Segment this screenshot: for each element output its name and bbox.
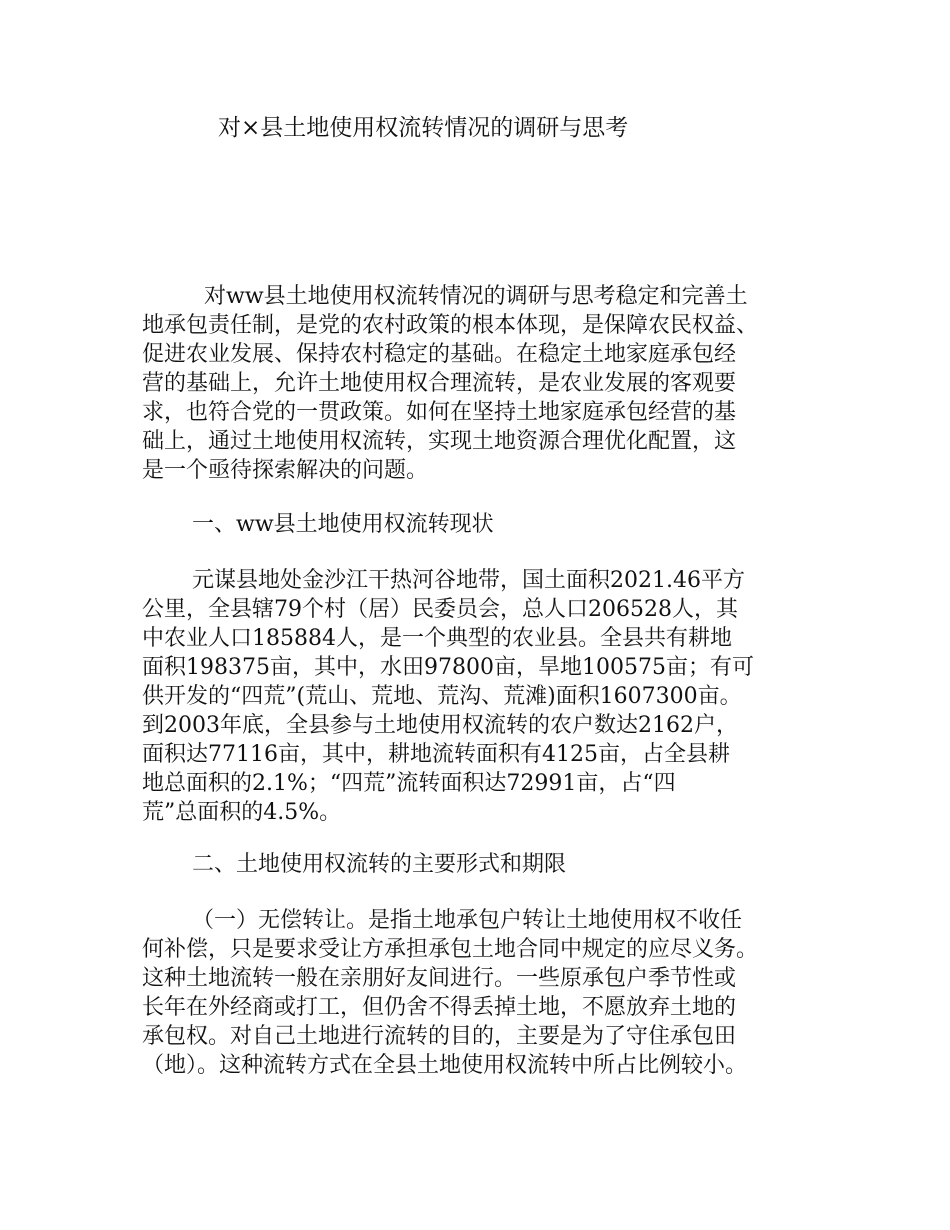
paragraph-line: 元谋县地处金沙江干热河谷地带，国土面积2021.46平方 xyxy=(192,568,745,593)
paragraph-line: 促进农业发展、保持农村稳定的基础。在稳定土地家庭承包经 xyxy=(142,342,737,367)
paragraph-line: 是一个亟待探索解决的问题。 xyxy=(142,458,429,483)
section-heading-text: 一、ww县土地使用权流转现状 xyxy=(192,512,494,537)
paragraph-line: 面积达77116亩，其中，耕地流转面积有4125亩，占全县耕 xyxy=(142,742,730,767)
paragraph-line: 荒”总面积的4.5%。 xyxy=(142,800,342,825)
section-heading xyxy=(142,510,842,539)
paragraph-line: 地总面积的2.1%；“四荒”流转面积达72991亩，占“四 xyxy=(142,771,676,796)
paragraph-line: 供开发的“四荒”(荒山、荒地、荒沟、荒滩)面积1607300亩。 xyxy=(142,684,742,709)
paragraph-line: 地承包责任制，是党的农村政策的根本体现，是保障农民权益、 xyxy=(142,313,759,338)
paragraph-line: 承包权。对自己土地进行流转的目的，主要是为了守住承包田 xyxy=(142,1024,737,1049)
paragraph-line: （地）。这种流转方式在全县土地使用权流转中所占比例较小。 xyxy=(142,1053,748,1078)
section-heading-text: 二、土地使用权流转的主要形式和期限 xyxy=(192,852,567,877)
section2-paragraph xyxy=(142,906,842,1080)
section1-paragraph xyxy=(142,566,842,827)
paragraph-line: 对ww县土地使用权流转情况的调研与思考稳定和完善土 xyxy=(204,284,748,309)
paragraph-line: 到2003年底，全县参与土地使用权流转的农户数达2162户， xyxy=(142,713,738,738)
paragraph-line: 长年在外经商或打工，但仍舍不得丢掉土地，不愿放弃土地的 xyxy=(142,995,737,1020)
section-heading xyxy=(142,850,842,879)
paragraph-line: （一）无偿转让。是指土地承包户转让土地使用权不收任 xyxy=(192,908,743,933)
paragraph-line: 营的基础上，允许土地使用权合理流转，是农业发展的客观要 xyxy=(142,371,737,396)
paragraph-line: 公里，全县辖79个村（居）民委员会，总人口206528人，其 xyxy=(142,597,738,622)
paragraph-line: 面积198375亩，其中，水田97800亩，旱地100575亩；有可 xyxy=(142,655,754,680)
document-title: 对×县土地使用权流转情况的调研与思考 xyxy=(218,115,629,141)
paragraph-line: 中农业人口185884人，是一个典型的农业县。全县共有耕地 xyxy=(142,626,732,651)
paragraph-line: 这种土地流转一般在亲朋好友间进行。一些原承包户季节性或 xyxy=(142,966,737,991)
intro-paragraph xyxy=(142,282,842,485)
paragraph-line: 础上，通过土地使用权流转，实现土地资源合理优化配置，这 xyxy=(142,429,737,454)
paragraph-line: 求，也符合党的一贯政策。如何在坚持土地家庭承包经营的基 xyxy=(142,400,737,425)
paragraph-line: 何补偿，只是要求受让方承担承包土地合同中规定的应尽义务。 xyxy=(142,937,759,962)
